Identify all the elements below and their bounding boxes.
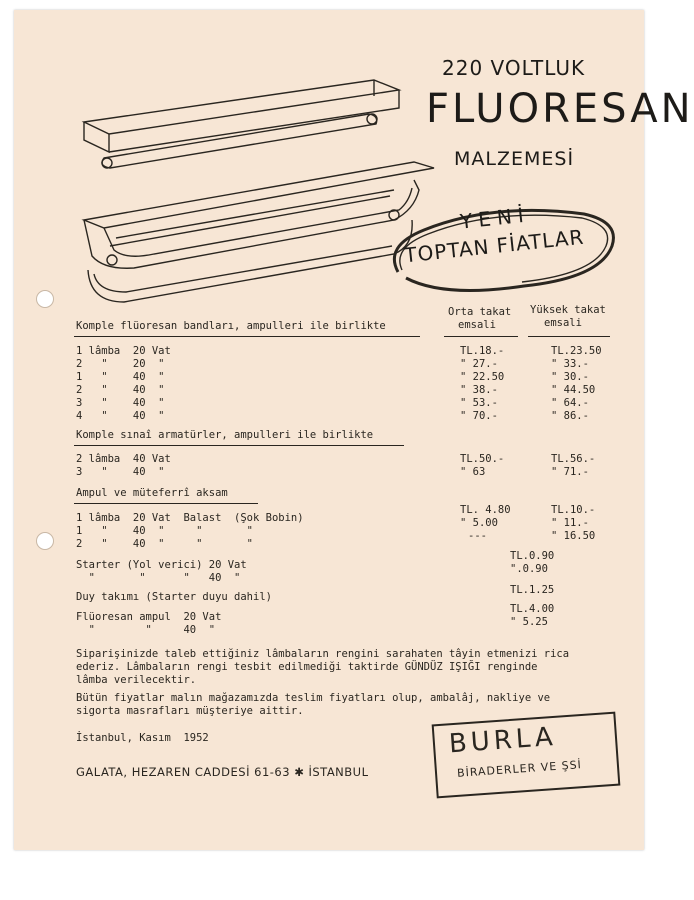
price-medium: --- bbox=[468, 530, 487, 542]
price-medium: " 27.- bbox=[460, 358, 498, 370]
badge-new: YENİ bbox=[458, 202, 531, 234]
item-description: 2 " 20 " bbox=[76, 358, 165, 370]
stamp-name: BURLA bbox=[448, 721, 558, 760]
extra-item-price: " 5.25 bbox=[510, 616, 548, 628]
column-header-medium-2: emsali bbox=[458, 319, 496, 331]
price-high: TL.23.50 bbox=[551, 345, 602, 357]
extra-item-price: TL.0.90 bbox=[510, 550, 555, 562]
price-medium: TL.18.- bbox=[460, 345, 505, 357]
price-high: " 44.50 bbox=[551, 384, 596, 396]
price-high: " 33.- bbox=[551, 358, 589, 370]
price-high: " 11.- bbox=[551, 517, 589, 529]
note-line: sigorta masrafları müşteriye aittir. bbox=[76, 705, 304, 717]
item-description: 3 " 40 " bbox=[76, 466, 165, 478]
price-high: " 30.- bbox=[551, 371, 589, 383]
note-line: Bütün fiyatlar malın mağazamızda teslim fiyatları olup, ambalâj, nakliye ve bbox=[76, 692, 551, 704]
extra-item-description: Duy takımı (Starter duyu dahil) bbox=[76, 591, 272, 603]
note-line: lâmba verilecektir. bbox=[76, 674, 197, 686]
extra-item-price: ".0.90 bbox=[510, 563, 548, 575]
item-description: 1 " 40 " bbox=[76, 371, 165, 383]
section-title: Ampul ve müteferrî aksam bbox=[76, 487, 228, 499]
item-description: 3 " 40 " bbox=[76, 397, 165, 409]
header-subtitle: MALZEMESİ bbox=[454, 148, 575, 170]
extra-item-price: TL.4.00 bbox=[510, 603, 555, 615]
item-description: 4 " 40 " bbox=[76, 410, 165, 422]
column-header-medium-1: Orta takat bbox=[448, 306, 512, 318]
note-line: ederiz. Lâmbaların rengi tesbit edilmediği taktirde GÜNDÜZ IŞIĞI renginde bbox=[76, 661, 538, 673]
date-line: İstanbul, Kasım 1952 bbox=[76, 732, 209, 744]
price-medium: " 53.- bbox=[460, 397, 498, 409]
price-high: " 71.- bbox=[551, 466, 589, 478]
column-underline bbox=[444, 336, 518, 337]
price-high: " 86.- bbox=[551, 410, 589, 422]
address-line: GALATA, HEZAREN CADDESİ 61-63 ✱ İSTANBUL bbox=[76, 765, 369, 779]
column-header-high-1: Yüksek takat bbox=[530, 304, 606, 316]
price-high: TL.56.- bbox=[551, 453, 596, 465]
section-title: Komple flüoresan bandları, ampulleri ile birlikte bbox=[76, 320, 386, 332]
header-title: FLUORESAN bbox=[426, 86, 694, 132]
extra-item-price: TL.1.25 bbox=[510, 584, 555, 596]
note-line: Siparişinizde taleb ettiğiniz lâmbaların rengini sarahaten tâyin etmenizi rica bbox=[76, 648, 570, 660]
section-title: Komple sınaî armatürler, ampulleri ile birlikte bbox=[76, 429, 374, 441]
item-description: 1 lâmba 20 Vat bbox=[76, 345, 171, 357]
punch-hole-bottom bbox=[36, 532, 54, 550]
item-description: 1 lâmba 20 Vat Balast (Şok Bobin) bbox=[76, 512, 304, 524]
company-stamp bbox=[432, 712, 621, 799]
column-header-high-2: emsali bbox=[544, 317, 582, 329]
extra-item-description: Starter (Yol verici) 20 Vat bbox=[76, 559, 247, 571]
price-medium: " 22.50 bbox=[460, 371, 505, 383]
section-underline bbox=[74, 445, 404, 446]
section-underline bbox=[74, 503, 258, 504]
punch-hole-top bbox=[36, 290, 54, 308]
badge-wholesale-prices: TOPTAN FİATLAR bbox=[403, 224, 586, 268]
price-medium: TL.50.- bbox=[460, 453, 505, 465]
stamp-subtitle: BİRADERLER VE ŞSİ bbox=[456, 758, 583, 780]
header-voltage: 220 VOLTLUK bbox=[442, 56, 586, 80]
price-medium: " 70.- bbox=[460, 410, 498, 422]
price-medium: TL. 4.80 bbox=[460, 504, 511, 516]
price-medium: " 5.00 bbox=[460, 517, 498, 529]
extra-item-description: " " " 40 " bbox=[76, 572, 241, 584]
extra-item-description: " " 40 " bbox=[76, 624, 216, 636]
column-underline bbox=[528, 336, 610, 337]
price-high: " 16.50 bbox=[551, 530, 596, 542]
price-high: " 64.- bbox=[551, 397, 589, 409]
price-medium: " 38.- bbox=[460, 384, 498, 396]
price-list-sheet bbox=[14, 10, 694, 850]
item-description: 2 " 40 " " " bbox=[76, 538, 254, 550]
item-description: 2 " 40 " bbox=[76, 384, 165, 396]
item-description: 1 " 40 " " " bbox=[76, 525, 254, 537]
item-description: 2 lâmba 40 Vat bbox=[76, 453, 171, 465]
price-high: TL.10.- bbox=[551, 504, 596, 516]
extra-item-description: Flüoresan ampul 20 Vat bbox=[76, 611, 222, 623]
price-medium: " 63 bbox=[460, 466, 486, 478]
section-underline bbox=[74, 336, 420, 337]
